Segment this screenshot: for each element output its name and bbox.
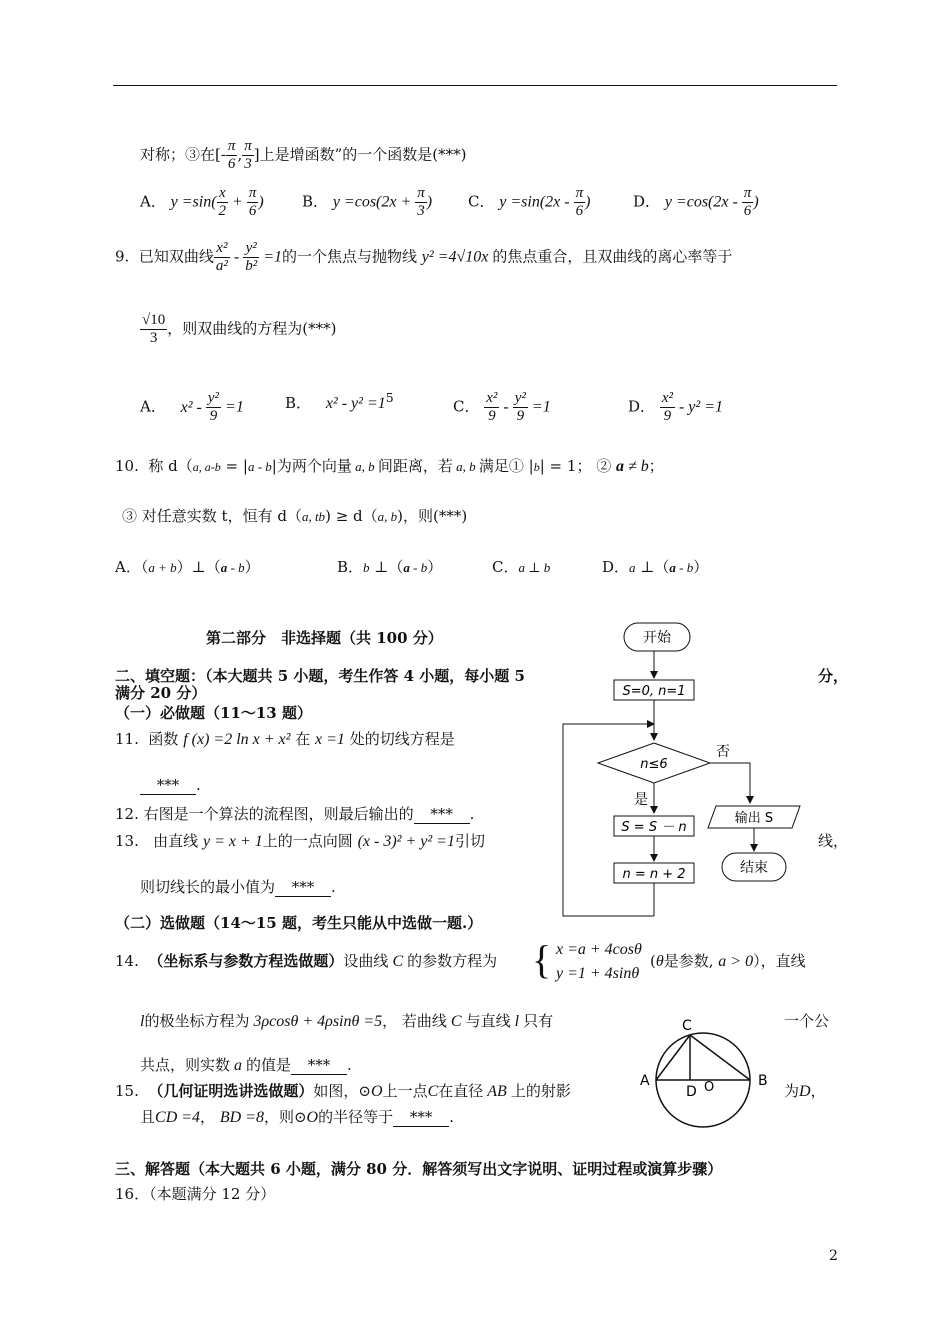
question-15-line2: 且CD =4， BD =8，则⊙O的半径等于 *** .	[140, 1108, 454, 1126]
question-9-line2: $\frac{√10}{3}$ ，则双曲线的方程为(***)	[142, 312, 337, 346]
question-16: 16．（本题满分 12 分）	[115, 1185, 276, 1203]
q10-option-c: C．a ⊥ b	[492, 558, 551, 576]
question-14-line3: 共点，则实数 a 的值是 *** .	[140, 1056, 352, 1074]
page-number: 2	[829, 1248, 838, 1264]
flow-decision-label: n≤6	[640, 757, 668, 772]
section2-heading-end: 分，	[818, 667, 849, 685]
q8-option-b: B． y =cos(2x + $\frac{\pi}{3}$ )	[302, 185, 433, 219]
question-11: 11. 函数 f (x) =2 ln x + x² 在 x =1 处的切线方程是	[115, 730, 455, 748]
question-9: 9. 已知双曲线 $\frac{\text{x²}}{\text{a²}}$ - $\frac{\text{y²}}{\text{b²}}$ =1的一个焦点与抛物线 y² =4√10x 的焦点重合，且双曲线的离心率等于	[115, 240, 733, 274]
point-a-label: A	[640, 1073, 650, 1089]
flow-init-label: S=0, n=1	[622, 684, 686, 699]
point-c-label: C	[682, 1018, 692, 1034]
question-11-answer: *** .	[140, 776, 201, 795]
question-10: 10. 称 d（a, a-b = |a - b|为两个向量 a, b 间距离，若 a, b 满足① |b| = 1； ② a ≠ b；	[115, 457, 664, 475]
flow-end-label: 结束	[740, 860, 768, 876]
part2-title: 第二部分 非选择题（共 100 分）	[206, 629, 443, 647]
section2-heading: 二、填空题：（本大题共 5 小题，考生作答 4 小题，每小题 5	[115, 667, 525, 685]
question-14: 14. （坐标系与参数方程选做题）设曲线 C 的参数方程为	[115, 952, 498, 970]
point-d-label: D	[686, 1084, 697, 1100]
question-13: 13. 由直线 y = x + 1上的一点向圆 (x - 3)² + y² =1引切	[115, 832, 485, 850]
question-15-end: 为D，	[784, 1082, 826, 1100]
required-heading: （一）必做题（11～13 题）	[115, 704, 312, 722]
q8-option-d: D． y =cos(2x - $\frac{\pi}{6}$ )	[633, 185, 759, 219]
q8-option-c: C． y =sin(2x - $\frac{\pi}{6}$ )	[468, 185, 591, 219]
q9-option-b: B． $x^2 - y^2 =1^5$	[285, 390, 394, 412]
q9-option-c: C． $\frac{\text{x²}}{9}$ - $\frac{\text{y²}}{9}$ =1	[453, 390, 551, 424]
q8-continuation: 对称；③在[- $\frac{\pi}{6}$ , $\frac{\pi}{3}$ ]上是增函数”的一个函数是(***)	[140, 138, 467, 172]
q8-option-a: A． y =sin( $\frac{x}{2}$ + $\frac{\pi}{6}$ )	[140, 185, 264, 219]
question-14-line2-end: 一个公	[784, 1012, 830, 1030]
q14-param-system: { x =a + 4cosθ y =1 + 4sinθ	[532, 937, 642, 982]
header-rule	[113, 85, 837, 86]
flow-output-label: 输出 S	[734, 811, 774, 826]
question-15: 15. （几何证明选讲选做题）如图，⊙O上一点C在直径 AB 上的射影	[115, 1082, 571, 1100]
question-14-params: (θ是参数, a > 0），直线	[650, 952, 806, 970]
question-13-end: 线，	[818, 832, 849, 850]
q9-option-d: D． $\frac{\text{x²}}{9}$ - y² =1	[628, 390, 723, 424]
question-13-line2: 则切线长的最小值为 *** .	[140, 878, 336, 896]
q10-option-d: D．a ⊥（a - b）	[602, 558, 709, 576]
chord-bc	[690, 1035, 750, 1080]
section2-heading-line2: 满分 20 分）	[115, 684, 207, 702]
circle-figure	[630, 1012, 780, 1136]
section3-heading: 三、解答题（本大题共 6 小题，满分 80 分．解答须写出文字说明、证明过程或演算步骤）	[115, 1160, 723, 1178]
flow-step2-label: n = n + 2	[622, 867, 686, 882]
question-12: 12. 右图是一个算法的流程图，则最后输出的 *** .	[115, 805, 475, 823]
flowchart	[560, 618, 820, 923]
q10-option-b: B．b ⊥（a - b）	[337, 558, 443, 576]
flow-step1-label: S = S － n	[621, 820, 687, 835]
point-b-label: B	[758, 1073, 768, 1089]
flow-start-label: 开始	[643, 630, 671, 646]
optional-heading: （二）选做题（14～15 题，考生只能从中选做一题.）	[115, 914, 483, 932]
flow-yes-label: 是	[634, 792, 648, 808]
q10-option-a: A．（a + b）⊥（a - b）	[115, 558, 260, 576]
point-o-label: O	[704, 1080, 715, 1095]
question-10-line2: ③ 对任意实数 t，恒有 d（a, tb) ≥ d（a, b)，则(***)	[122, 507, 468, 525]
question-14-line2: l的极坐标方程为 3ρcosθ + 4ρsinθ =5， 若曲线 C 与直线 l 只有	[140, 1012, 554, 1030]
q9-option-a: A． x² - $\frac{\text{y²}}{9}$ =1	[140, 390, 244, 424]
flow-no-label: 否	[716, 744, 730, 760]
